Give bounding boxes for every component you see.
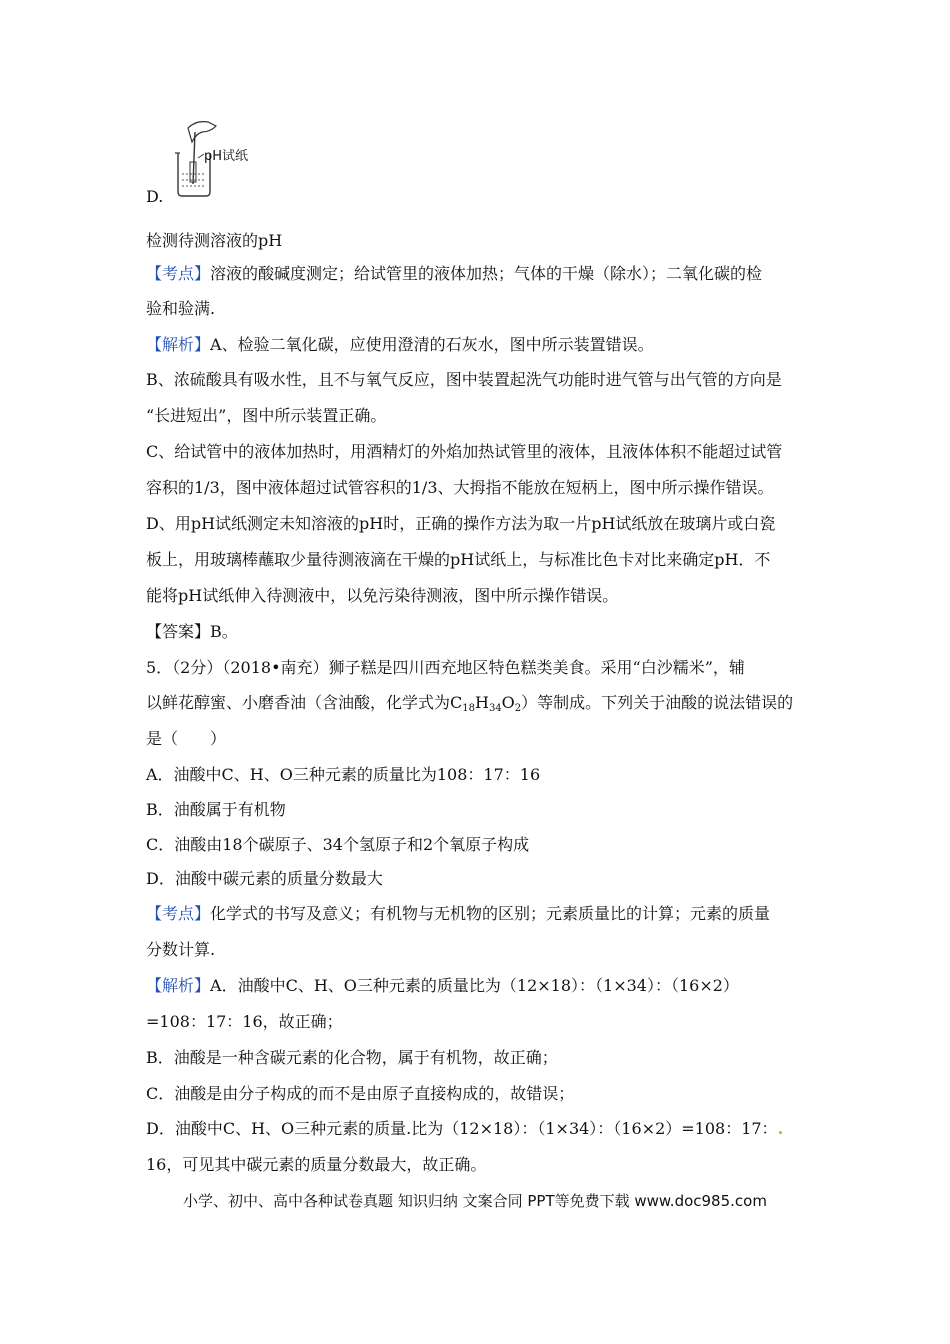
question-5-line2: 以鲜花醇蜜、小磨香油（含油酸，化学式为$C_{18}H_{34}O_2$）等制成。下列关于油酸的说法错误的 (146, 693, 794, 714)
jiexi-q5-d2: 16，可见其中碳元素的质量分数最大，故正确。 (146, 1155, 487, 1174)
option-a: A．油酸中C、H、O三种元素的质量比为108：17：16 (146, 765, 541, 784)
jiexi-q5-a2: =108：17：16，故正确； (146, 1012, 343, 1031)
jiexi-q4-d1: D、用pH试纸测定未知溶液的pH时，正确的操作方法为取一片pH试纸放在玻璃片或白瓷 (146, 514, 776, 533)
option-c: C．油酸由18个碳原子、34个氢原子和2个氧原子构成 (146, 835, 530, 854)
jiexi-q5-b: B．油酸是一种含碳元素的化合物，属于有机物，故正确； (146, 1048, 558, 1067)
jiexi-q4-d3: 能将pH试纸伸入待测液中，以免污染待测液，图中所示操作错误。 (146, 586, 619, 605)
jiexi-tag: 【解析】 (146, 335, 211, 354)
option-d: D．油酸中碳元素的质量分数最大 (146, 869, 383, 888)
jiexi-q4-c2: 容积的1/3，图中液体超过试管容积的1/3、大拇指不能放在短柄上，图中所示操作错误。 (146, 478, 774, 497)
jiexi-q5-c: C．油酸是由分子构成的而不是由原子直接构成的，故错误； (146, 1084, 575, 1103)
option-d-text: 检测待测溶液的pH (146, 231, 283, 250)
ph-paper-label: pH试纸 (204, 149, 249, 164)
jiexi-q4-b2: “长进短出”，图中所示装置正确。 (146, 406, 387, 425)
jiexi-q4-c1: C、给试管中的液体加热时，用酒精灯的外焰加热试管里的液体，且液体体积不能超过试管 (146, 442, 783, 461)
jiexi-q5-d1: D．油酸中C、H、O三种元素的质量.比为（12×18）：（1×34）：（16×2）=108：17：. (146, 1119, 784, 1138)
footer-banner: 小学、初中、高中各种试卷真题 知识归纳 文案合同 PPT等免费下载 www.doc985.com (183, 1192, 767, 1210)
jiexi-q4-b1: B、浓硫酸具有吸水性，且不与氧气反应，图中装置起洗气功能时进气管与出气管的方向是 (146, 370, 782, 389)
answer-q4: 【答案】B。 (146, 622, 238, 641)
kaodian-q4-line1: 【考点】溶液的酸碱度测定；给试管里的液体加热；气体的干燥（除水）；二氧化碳的检 (146, 264, 763, 283)
kaodian-q5-line1: 【考点】化学式的书写及意义；有机物与无机物的区别；元素质量比的计算；元素的质量 (146, 904, 771, 923)
kaodian-q5-line2: 分数计算. (146, 940, 216, 959)
kaodian-tag: 【考点】 (146, 264, 211, 283)
question-5-line3: 是（ ） (146, 729, 227, 748)
option-b: B．油酸属于有机物 (146, 800, 286, 819)
question-5-line1: 5．（2分）（2018•南充）狮子糕是四川西充地区特色糕类美食。采用“白沙糯米”，辅 (146, 658, 745, 677)
stray-mark: . (777, 1119, 784, 1138)
option-d-label: D. (146, 187, 164, 206)
jiexi-q4-a: 【解析】A、检验二氧化碳，应使用澄清的石灰水，图中所示装置错误。 (146, 335, 654, 354)
kaodian-q4-line2: 验和验满. (146, 299, 216, 318)
jiexi-q4-d2: 板上，用玻璃棒蘸取少量待测液滴在干燥的pH试纸上，与标准比色卡对比来确定pH．不 (146, 550, 771, 569)
jiexi-q5-a1: 【解析】A．油酸中C、H、O三种元素的质量比为（12×18）：（1×34）：（16×2） (146, 976, 739, 995)
